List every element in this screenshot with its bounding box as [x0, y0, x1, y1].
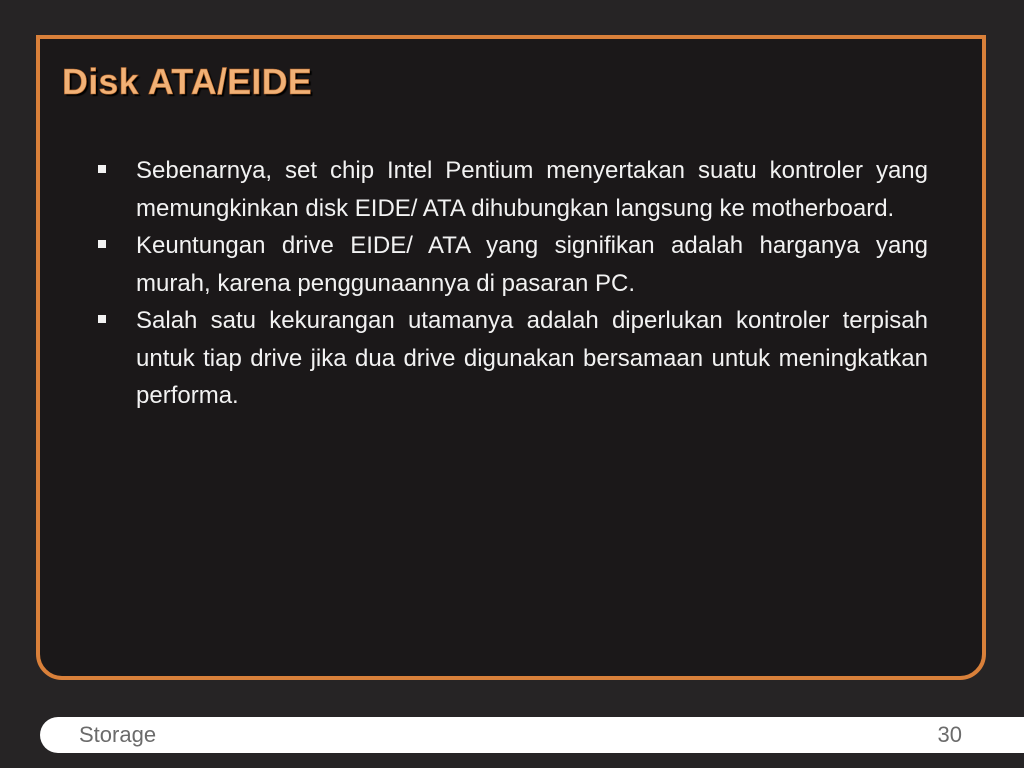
footer-bar: [40, 717, 1024, 753]
slide-title: Disk ATA/EIDE: [62, 61, 312, 102]
bullet-text: Salah satu kekurangan utamanya adalah diperlukan kontroler terpisah untuk tiap drive jika dua drive digunakan bersamaan untuk meningkatkan performa.: [136, 307, 928, 409]
square-bullet-icon: [98, 315, 106, 323]
bullet-item: [96, 152, 928, 227]
square-bullet-icon: [98, 165, 106, 173]
bullet-text: Keuntungan drive EIDE/ ATA yang signifikan adalah harganya yang murah, karena penggunaannya di pasaran PC.: [136, 232, 928, 297]
bullet-list: [96, 152, 928, 415]
page-number: 30: [937, 722, 962, 747]
footer-label: Storage: [79, 722, 157, 747]
bullet-item: [96, 302, 928, 415]
bullet-text: Sebenarnya, set chip Intel Pentium menyertakan suatu kontroler yang memungkinkan disk EIDE/ ATA dihubungkan langsung ke motherboard.: [136, 157, 928, 222]
square-bullet-icon: [98, 240, 106, 248]
bullet-item: [96, 227, 928, 302]
